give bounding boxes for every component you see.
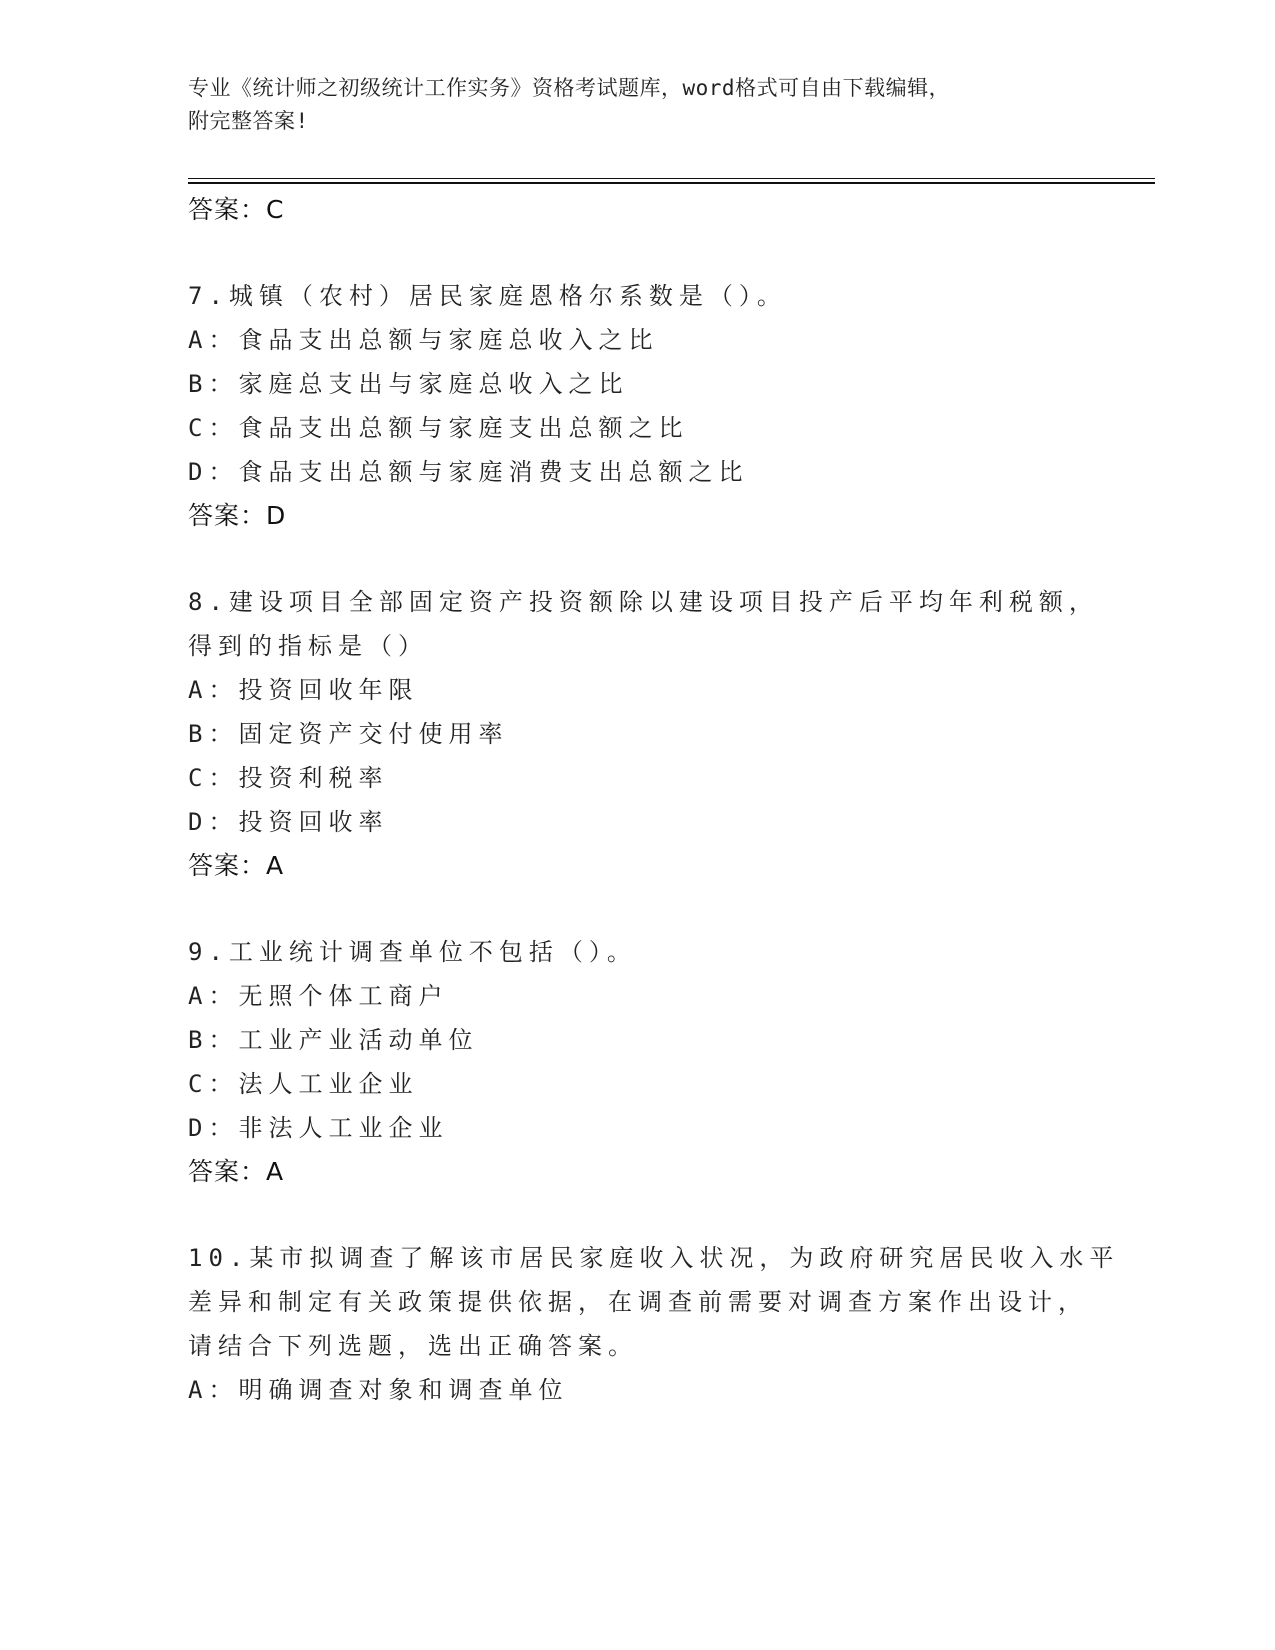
question-8-answer: 答案：A [188,851,285,880]
question-8-option-a: A：投资回收年限 [188,676,419,704]
question-9-option-d: D：非法人工业企业 [188,1114,449,1142]
question-10-text-line-3: 请结合下列选题，选出正确答案。 [188,1332,638,1360]
page-header [188,72,1088,138]
question-7-text: 7.城镇（农村）居民家庭恩格尔系数是（）。 [188,282,787,310]
header-divider-top [188,178,1155,179]
question-10-text-line-2: 差异和制定有关政策提供依据，在调查前需要对调查方案作出设计， [188,1288,1088,1316]
question-9-option-a: A：无照个体工商户 [188,982,449,1010]
question-8-option-b: B：固定资产交付使用率 [188,720,509,748]
question-7-option-b: B：家庭总支出与家庭总收入之比 [188,370,629,398]
header-divider-bottom [188,182,1155,184]
question-8-text-line-2: 得到的指标是（） [188,632,428,660]
header-line-1: 专业《统计师之初级统计工作实务》资格考试题库，word格式可自由下载编辑， [188,76,951,100]
question-7-option-a: A：食品支出总额与家庭总收入之比 [188,326,659,354]
question-10-text-line-1: 10.某市拟调查了解该市居民家庭收入状况，为政府研究居民收入水平 [188,1244,1120,1272]
question-8-option-d: D：投资回收率 [188,808,389,836]
question-9-answer: 答案：A [188,1157,285,1186]
question-7-answer: 答案：D [188,501,287,530]
question-9-option-c: C：法人工业企业 [188,1070,419,1098]
previous-answer: 答案：C [188,195,285,224]
question-7-option-d: D：食品支出总额与家庭消费支出总额之比 [188,458,749,486]
question-8-option-c: C：投资利税率 [188,764,389,792]
question-9-option-b: B：工业产业活动单位 [188,1026,479,1054]
question-7-option-c: C：食品支出总额与家庭支出总额之比 [188,414,689,442]
question-9-text: 9.工业统计调查单位不包括（）。 [188,938,637,966]
question-10-option-a: A：明确调查对象和调查单位 [188,1376,569,1404]
header-line-2: 附完整答案! [188,109,309,133]
question-8-text-line-1: 8.建设项目全部固定资产投资额除以建设项目投产后平均年利税额， [188,588,1099,616]
